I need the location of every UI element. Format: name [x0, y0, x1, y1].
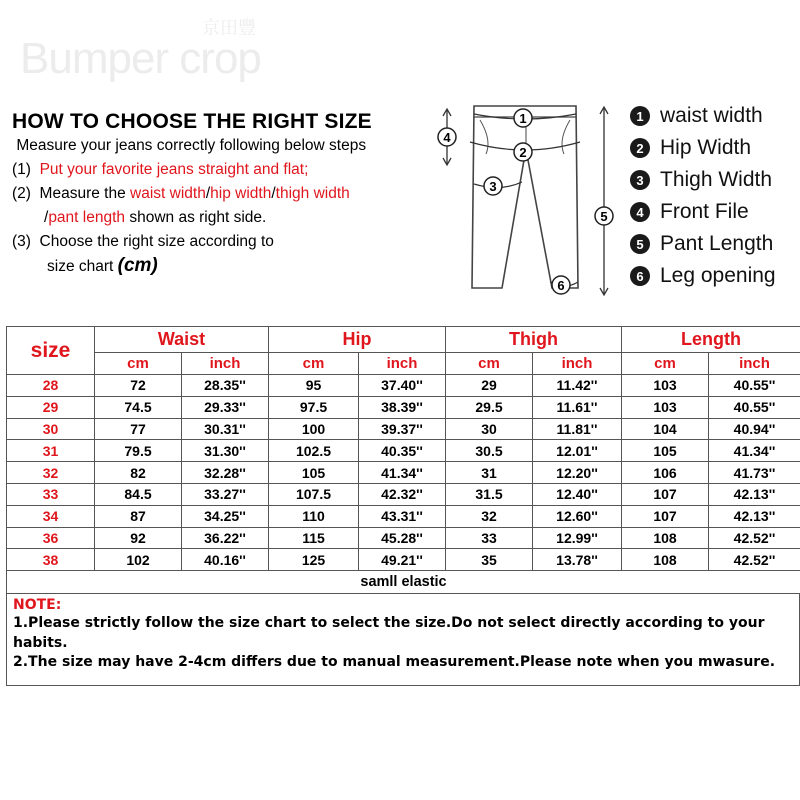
table-cell: 84.5 [95, 483, 182, 505]
table-row [7, 396, 800, 418]
table-cell: 35 [446, 549, 533, 571]
legend-number-badge: 2 [630, 138, 650, 158]
step3-unit: (cm) [117, 255, 158, 276]
table-cell: 31 [446, 462, 533, 484]
step2-prefix: (2) Measure the [12, 185, 131, 202]
figure-num-2: 2 [519, 145, 527, 160]
table-cell: 37.40'' [359, 375, 446, 397]
legend-item [630, 260, 800, 292]
table-cell: 40.55'' [709, 375, 800, 397]
jeans-diagram [430, 98, 630, 298]
size-chart [6, 326, 800, 594]
legend-item [630, 164, 800, 196]
table-cell: 107 [622, 483, 709, 505]
table-cell: 30.31'' [182, 418, 269, 440]
step-3-cont [12, 254, 432, 279]
legend-item [630, 100, 800, 132]
step1-text: Put your favorite jeans straight and flat; [39, 161, 309, 178]
unit-header: inch [359, 353, 446, 375]
unit-header: cm [269, 353, 359, 375]
table-cell: 31.5 [446, 483, 533, 505]
table-cell: 105 [269, 462, 359, 484]
table-cell: 95 [269, 375, 359, 397]
legend-label: Thigh Width [660, 168, 773, 191]
table-cell: 110 [269, 505, 359, 527]
unit-header: cm [446, 353, 533, 375]
legend-label: waist width [660, 104, 763, 127]
table-cell: 102.5 [269, 440, 359, 462]
unit-header: inch [182, 353, 269, 375]
table-cell: 108 [622, 527, 709, 549]
thigh-header: Thigh [446, 327, 622, 353]
note-line-1b: habits. [13, 634, 68, 651]
table-cell: 45.28'' [359, 527, 446, 549]
table-cell: 74.5 [95, 396, 182, 418]
note-line-1a: 1.Please strictly follow the size chart to select the size.Do not select directly according to your [13, 615, 765, 631]
step2-hip: hip width [210, 185, 272, 202]
table-cell: 12.01'' [533, 440, 622, 462]
table-cell: 11.81'' [533, 418, 622, 440]
table-cell: 79.5 [95, 440, 182, 462]
table-cell: 125 [269, 549, 359, 571]
table-cell: 105 [622, 440, 709, 462]
table-cell: 12.60'' [533, 505, 622, 527]
hip-header: Hip [269, 327, 446, 353]
legend-number-badge: 6 [630, 266, 650, 286]
figure-num-1: 1 [519, 111, 527, 126]
note-title: NOTE: [13, 597, 62, 613]
table-cell: 34.25'' [182, 505, 269, 527]
size-cell: 32 [7, 462, 95, 484]
table-cell: 108 [622, 549, 709, 571]
table-cell: 28.35'' [182, 375, 269, 397]
table-row [7, 527, 800, 549]
table-cell: 87 [95, 505, 182, 527]
table-row [7, 440, 800, 462]
intro-text: Measure your jeans correctly following below steps [16, 137, 367, 154]
table-cell: 12.20'' [533, 462, 622, 484]
table-cell: 42.32'' [359, 483, 446, 505]
table-cell: 11.61'' [533, 396, 622, 418]
size-cell: 31 [7, 440, 95, 462]
step1-prefix: (1) [12, 161, 40, 178]
step2-sep3: / [44, 209, 49, 226]
brand-watermark [20, 8, 280, 88]
table-cell: 36.22'' [182, 527, 269, 549]
step2-pant: pant length [48, 209, 126, 226]
step2-thigh: thigh width [275, 185, 350, 202]
legend-label: Leg opening [660, 264, 776, 287]
size-cell: 30 [7, 418, 95, 440]
table-cell: 42.52'' [709, 527, 800, 549]
table-cell: 32.28'' [182, 462, 269, 484]
table-cell: 104 [622, 418, 709, 440]
table-cell: 11.42'' [533, 375, 622, 397]
table-cell: 13.78'' [533, 549, 622, 571]
measurement-legend [630, 100, 800, 292]
unit-header: cm [622, 353, 709, 375]
table-row [7, 462, 800, 484]
legend-number-badge: 3 [630, 170, 650, 190]
size-header: size [7, 327, 95, 375]
legend-label: Front File [660, 200, 749, 223]
table-row [7, 483, 800, 505]
note-box [6, 594, 800, 686]
legend-number-badge: 5 [630, 234, 650, 254]
table-cell: 100 [269, 418, 359, 440]
intro-line [12, 134, 432, 158]
size-cell: 38 [7, 549, 95, 571]
step3-line1: (3) Choose the right size according to [12, 233, 274, 250]
table-cell: 107.5 [269, 483, 359, 505]
size-table [6, 326, 800, 594]
step2-waist: waist width [130, 185, 206, 202]
step2-sep1: / [205, 185, 211, 202]
legend-item [630, 196, 800, 228]
step-2-cont [12, 206, 432, 230]
legend-number-badge: 4 [630, 202, 650, 222]
size-cell: 28 [7, 375, 95, 397]
table-cell: 40.55'' [709, 396, 800, 418]
table-cell: 41.34'' [709, 440, 800, 462]
legend-item [630, 228, 800, 260]
figure-num-3: 3 [489, 179, 497, 194]
table-cell: 33 [446, 527, 533, 549]
table-cell: 72 [95, 375, 182, 397]
figure-num-6: 6 [557, 278, 565, 293]
step2-sep2: / [271, 185, 276, 202]
instructions-block [12, 110, 432, 279]
table-cell: 97.5 [269, 396, 359, 418]
table-cell: 107 [622, 505, 709, 527]
table-cell: 103 [622, 396, 709, 418]
table-cell: 30.5 [446, 440, 533, 462]
table-cell: 41.73'' [709, 462, 800, 484]
table-cell: 102 [95, 549, 182, 571]
table-cell: 106 [622, 462, 709, 484]
table-row [7, 375, 800, 397]
step-2 [12, 182, 432, 206]
table-cell: 29 [446, 375, 533, 397]
elastic-note: samll elastic [7, 571, 800, 594]
table-cell: 41.34'' [359, 462, 446, 484]
legend-label: Pant Length [660, 232, 774, 255]
table-cell: 12.40'' [533, 483, 622, 505]
table-cell: 30 [446, 418, 533, 440]
waist-header: Waist [95, 327, 269, 353]
watermark-text: Bumper crop [20, 34, 261, 83]
unit-header: cm [95, 353, 182, 375]
elastic-row [7, 571, 800, 594]
size-cell: 29 [7, 396, 95, 418]
note-line-2: 2.The size may have 2-4cm differs due to manual measurement.Please note when you mwasure. [13, 654, 776, 670]
table-cell: 39.37'' [359, 418, 446, 440]
table-row [7, 418, 800, 440]
table-cell: 115 [269, 527, 359, 549]
size-rows [7, 375, 800, 571]
size-cell: 33 [7, 483, 95, 505]
table-row [7, 549, 800, 571]
table-cell: 40.94'' [709, 418, 800, 440]
table-cell: 38.39'' [359, 396, 446, 418]
table-cell: 103 [622, 375, 709, 397]
table-cell: 12.99'' [533, 527, 622, 549]
legend-item [630, 132, 800, 164]
table-cell: 42.13'' [709, 483, 800, 505]
watermark-chinese: 京田豐 [202, 18, 256, 39]
jeans-outline-icon [430, 98, 630, 298]
step-1 [12, 158, 432, 182]
table-cell: 82 [95, 462, 182, 484]
step3-line2: size chart [47, 258, 118, 275]
table-cell: 32 [446, 505, 533, 527]
step2-suffix: shown as right side. [125, 209, 267, 226]
size-cell: 34 [7, 505, 95, 527]
figure-num-4: 4 [443, 130, 451, 145]
unit-header: inch [533, 353, 622, 375]
table-cell: 33.27'' [182, 483, 269, 505]
table-cell: 77 [95, 418, 182, 440]
table-cell: 29.33'' [182, 396, 269, 418]
table-cell: 40.16'' [182, 549, 269, 571]
legend-number-badge: 1 [630, 106, 650, 126]
step-3 [12, 230, 432, 254]
page-title: HOW TO CHOOSE THE RIGHT SIZE [12, 110, 372, 133]
unit-header: inch [709, 353, 800, 375]
legend-label: Hip Width [660, 136, 752, 159]
table-cell: 42.13'' [709, 505, 800, 527]
table-cell: 31.30'' [182, 440, 269, 462]
unit-header-row [7, 353, 800, 375]
table-cell: 29.5 [446, 396, 533, 418]
table-cell: 49.21'' [359, 549, 446, 571]
table-cell: 43.31'' [359, 505, 446, 527]
table-cell: 40.35'' [359, 440, 446, 462]
figure-num-5: 5 [600, 209, 608, 224]
length-header: Length [622, 327, 800, 353]
table-cell: 42.52'' [709, 549, 800, 571]
table-row [7, 505, 800, 527]
group-header-row [7, 327, 800, 353]
table-cell: 92 [95, 527, 182, 549]
size-cell: 36 [7, 527, 95, 549]
